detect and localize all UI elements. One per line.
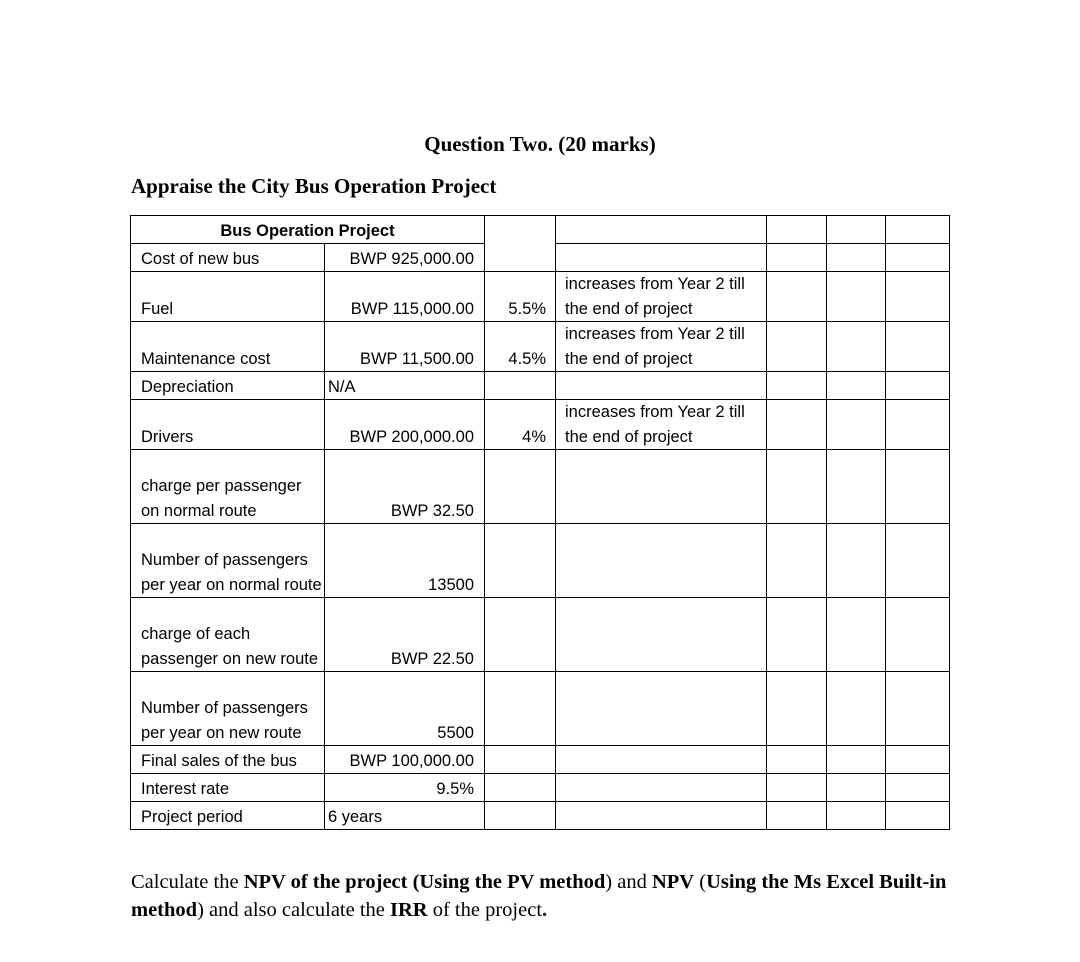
- row-rate: [485, 746, 556, 774]
- table-row: [131, 322, 950, 372]
- row-rate: [485, 598, 556, 672]
- row-amount: 9.5%: [325, 774, 485, 802]
- empty-cell: [886, 598, 950, 672]
- empty-cell: [886, 372, 950, 400]
- row-note: increases from Year 2 till the end of project: [556, 400, 767, 450]
- empty-cell: [767, 746, 827, 774]
- row-note: [556, 450, 767, 524]
- empty-cell: [886, 400, 950, 450]
- empty-cell: [827, 524, 886, 598]
- empty-cell: [827, 746, 886, 774]
- row-label: Final sales of the bus: [131, 746, 325, 774]
- row-rate: [485, 524, 556, 598]
- row-note: [556, 774, 767, 802]
- footer-text: ) and also calculate the: [197, 899, 391, 921]
- row-label: Drivers: [131, 400, 325, 450]
- page-title: Question Two. (20 marks): [424, 132, 656, 156]
- empty-cell: [886, 322, 950, 372]
- row-amount: BWP 11,500.00: [325, 322, 485, 372]
- empty-cell: [827, 450, 886, 524]
- empty-cell: [827, 216, 886, 244]
- row-note: [556, 598, 767, 672]
- row-rate: [485, 450, 556, 524]
- row-label: charge per passenger on normal route: [131, 450, 325, 524]
- row-note: [556, 524, 767, 598]
- empty-cell: [886, 272, 950, 322]
- footer-text: of the project: [427, 899, 543, 921]
- empty-cell: [767, 372, 827, 400]
- row-label: Fuel: [131, 272, 325, 322]
- empty-cell: [827, 400, 886, 450]
- row-amount: BWP 32.50: [325, 450, 485, 524]
- table-row: [131, 802, 950, 830]
- empty-cell: [767, 450, 827, 524]
- row-label: Cost of new bus: [131, 244, 325, 272]
- row-note: [556, 244, 767, 272]
- empty-cell: [767, 272, 827, 322]
- row-note: [556, 746, 767, 774]
- row-note: [556, 372, 767, 400]
- row-amount: BWP 22.50: [325, 598, 485, 672]
- table-row: [131, 746, 950, 774]
- row-note: [556, 802, 767, 830]
- row-label: Number of passengers per year on normal route: [131, 524, 325, 598]
- empty-cell: [886, 524, 950, 598]
- empty-cell: [767, 322, 827, 372]
- row-note: [556, 672, 767, 746]
- table-row: [131, 272, 950, 322]
- empty-cell: [767, 524, 827, 598]
- footer-text: Calculate the: [131, 871, 244, 893]
- empty-cell: [827, 598, 886, 672]
- section-heading: Appraise the City Bus Operation Project: [131, 174, 497, 198]
- row-label: Number of passengers per year on new route: [131, 672, 325, 746]
- row-label: Depreciation: [131, 372, 325, 400]
- table-row: [131, 774, 950, 802]
- footer-bold: NPV of the project (Using the PV method: [243, 871, 606, 893]
- empty-cell: [827, 802, 886, 830]
- row-label: charge of each passenger on new route: [131, 598, 325, 672]
- table-row: [131, 372, 950, 400]
- empty-cell: [827, 322, 886, 372]
- empty-cell: [886, 774, 950, 802]
- row-label: Project period: [131, 802, 325, 830]
- footer-bold: NPV: [651, 871, 695, 893]
- row-label: Maintenance cost: [131, 322, 325, 372]
- empty-cell: [485, 216, 556, 244]
- empty-cell: [827, 372, 886, 400]
- table-row: [131, 244, 950, 272]
- bus-operation-table: [130, 215, 950, 830]
- empty-cell: [767, 400, 827, 450]
- empty-cell: [886, 802, 950, 830]
- empty-cell: [886, 216, 950, 244]
- empty-cell: [886, 672, 950, 746]
- empty-cell: [767, 672, 827, 746]
- row-amount: 5500: [325, 672, 485, 746]
- footer-text: ) and: [605, 871, 652, 893]
- task-instructions: [131, 868, 951, 924]
- empty-cell: [556, 216, 767, 244]
- table-row: [131, 400, 950, 450]
- footer-bold: IRR: [390, 899, 428, 921]
- row-label: Interest rate: [131, 774, 325, 802]
- row-amount: 13500: [325, 524, 485, 598]
- row-rate: 4.5%: [485, 322, 556, 372]
- empty-cell: [767, 244, 827, 272]
- row-amount: 6 years: [325, 802, 485, 830]
- row-amount: BWP 100,000.00: [325, 746, 485, 774]
- empty-cell: [827, 774, 886, 802]
- footer-bold: Using the Ms Excel Built-in method: [131, 871, 947, 921]
- empty-cell: [827, 672, 886, 746]
- empty-cell: [886, 746, 950, 774]
- table-row: [131, 672, 950, 746]
- empty-cell: [827, 272, 886, 322]
- row-rate: 4%: [485, 400, 556, 450]
- row-amount: N/A: [325, 372, 485, 400]
- empty-cell: [767, 802, 827, 830]
- empty-cell: [767, 774, 827, 802]
- row-amount: BWP 925,000.00: [325, 244, 485, 272]
- row-rate: [485, 672, 556, 746]
- table-row: [131, 450, 950, 524]
- row-rate: [485, 802, 556, 830]
- row-amount: BWP 115,000.00: [325, 272, 485, 322]
- row-note: increases from Year 2 till the end of project: [556, 322, 767, 372]
- footer-bold: .: [542, 899, 548, 921]
- footer-text: (: [694, 871, 707, 893]
- row-rate: [485, 774, 556, 802]
- row-rate: 5.5%: [485, 272, 556, 322]
- row-rate: [485, 244, 556, 272]
- table-header-row: [131, 216, 950, 244]
- row-amount: BWP 200,000.00: [325, 400, 485, 450]
- empty-cell: [886, 450, 950, 524]
- empty-cell: [767, 598, 827, 672]
- table-row: [131, 524, 950, 598]
- empty-cell: [767, 216, 827, 244]
- table-header: Bus Operation Project: [131, 216, 485, 244]
- row-note: increases from Year 2 till the end of project: [556, 272, 767, 322]
- row-rate: [485, 372, 556, 400]
- empty-cell: [827, 244, 886, 272]
- table-row: [131, 598, 950, 672]
- empty-cell: [886, 244, 950, 272]
